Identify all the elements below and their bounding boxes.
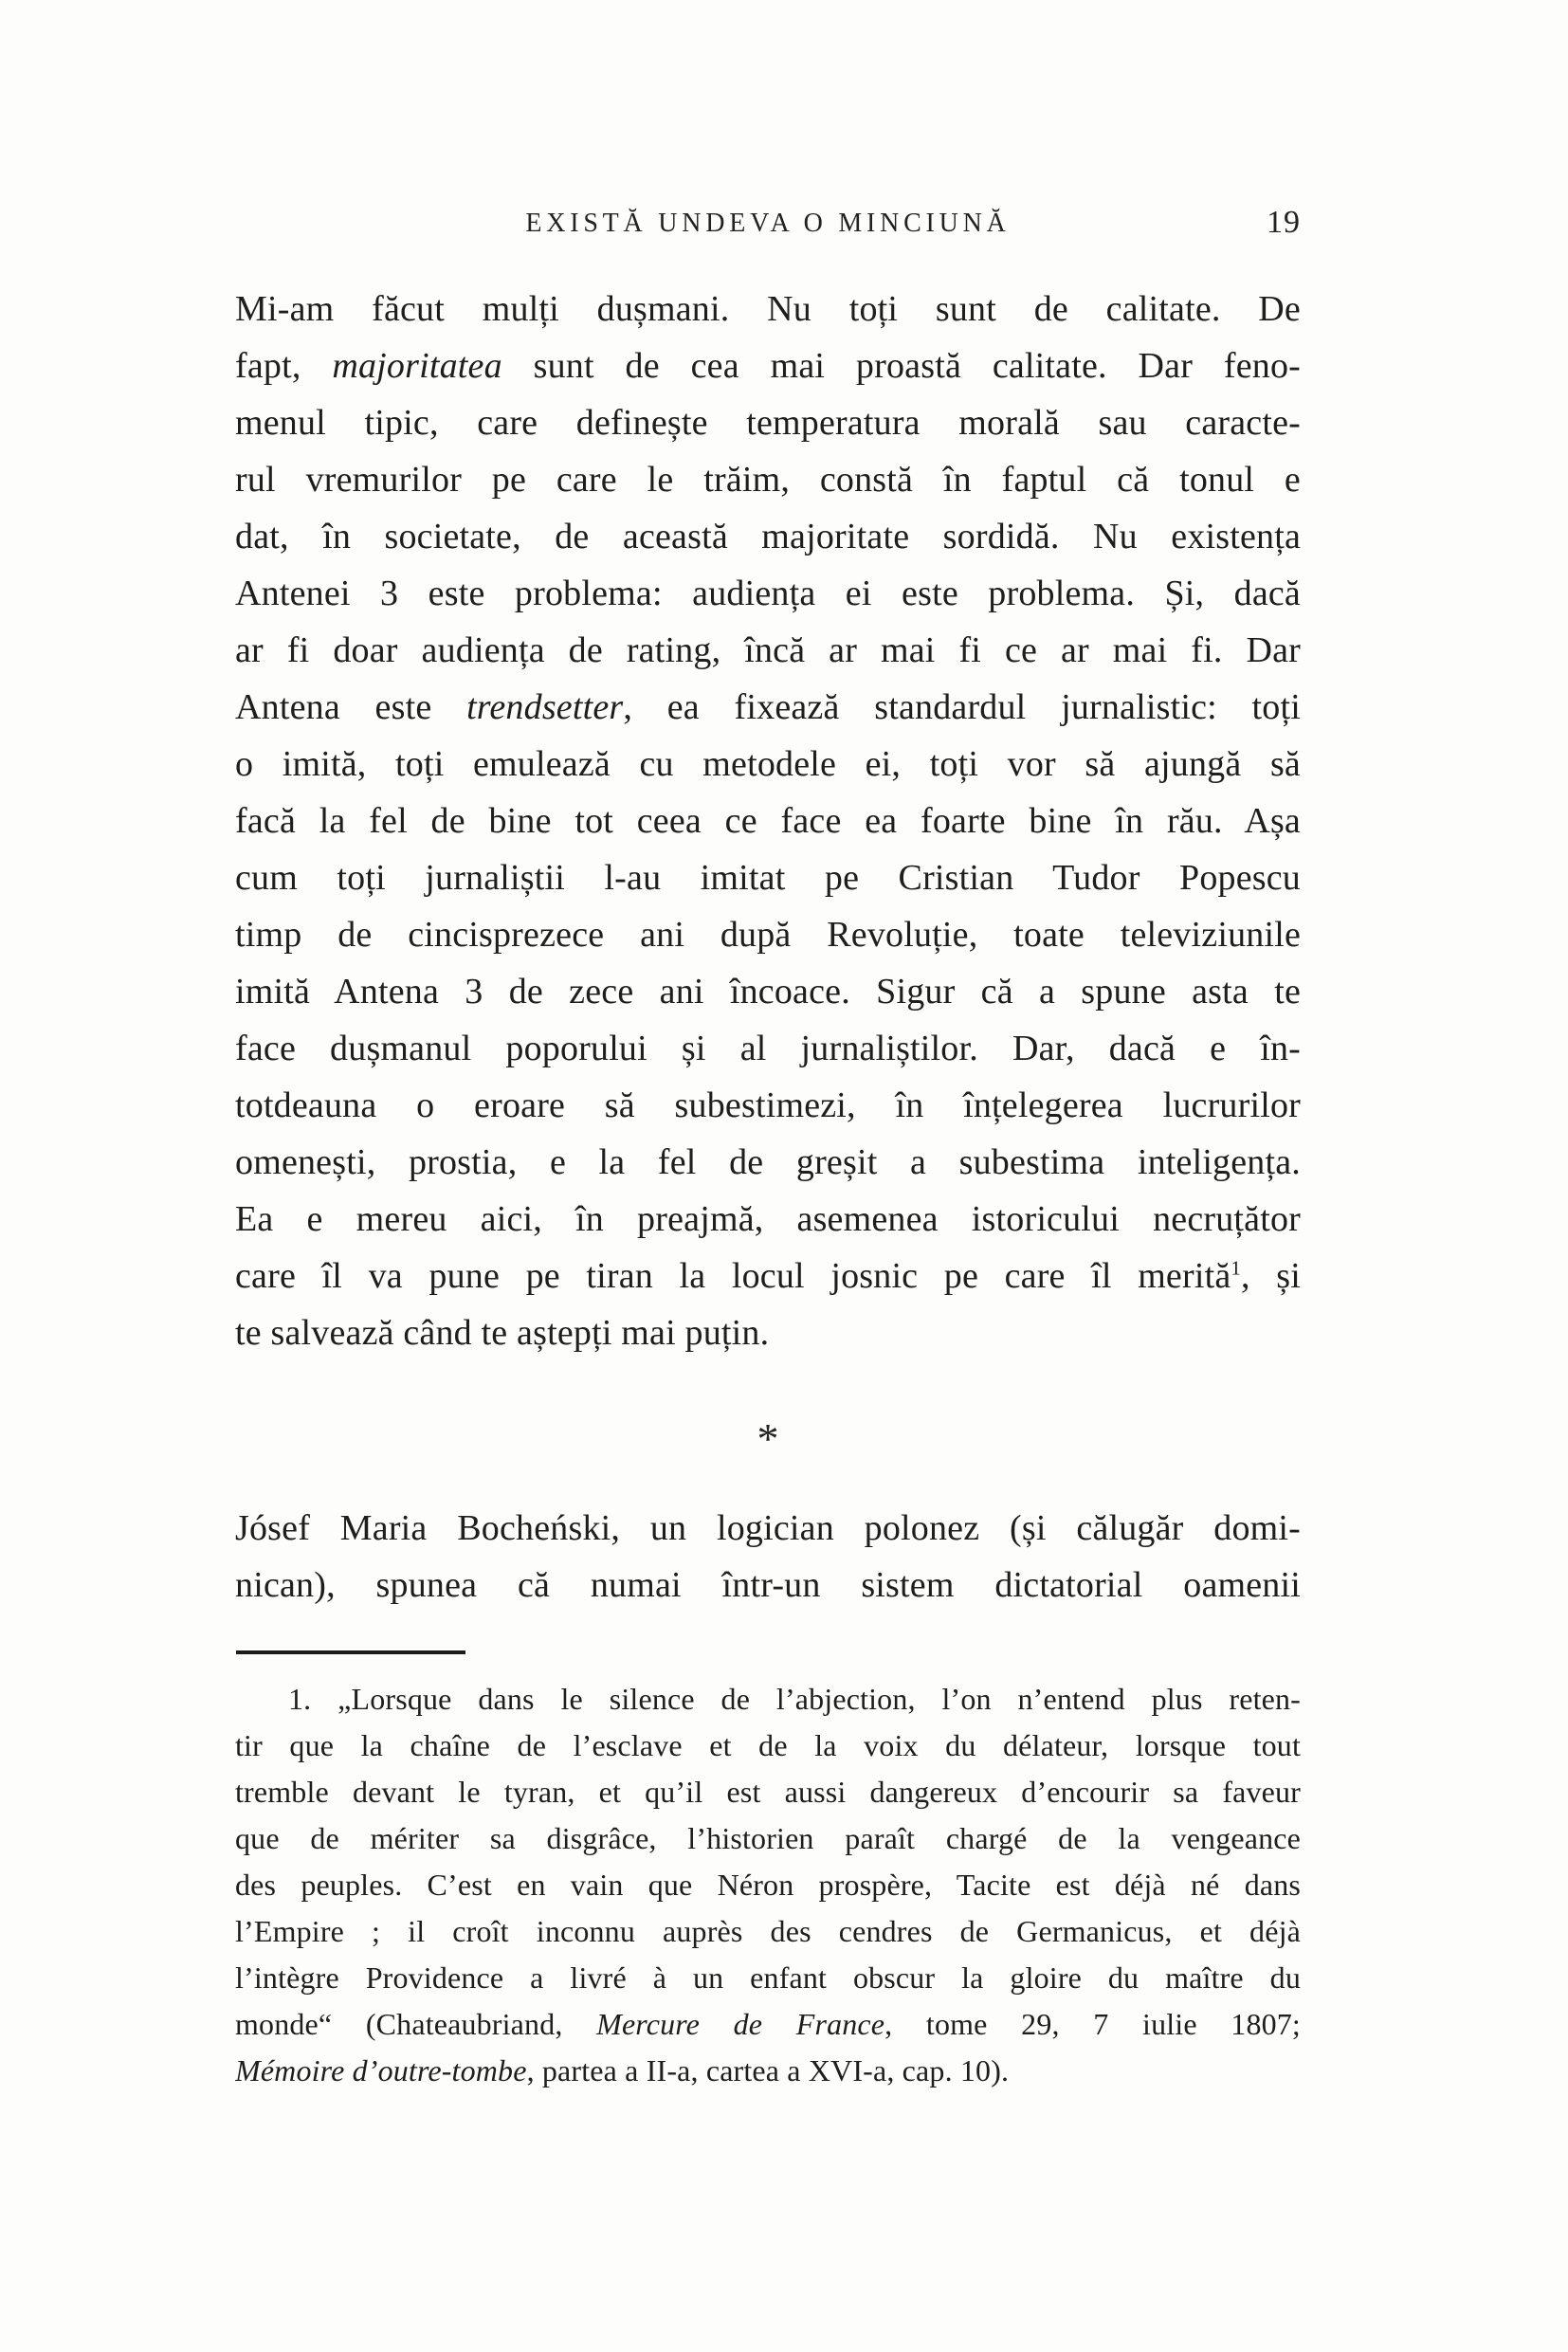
text-line [235, 2001, 1301, 2048]
text-run: monde“ (Chateaubriand, [235, 2007, 597, 2041]
text-run: l’intègre Providence a livré à un enfant obscur la gloire du maître du [235, 1960, 1301, 1995]
text-line [235, 1769, 1301, 1815]
text-line [235, 1955, 1301, 2001]
text-run: dat, în societate, de această majoritate sordidă. Nu existența [235, 517, 1301, 556]
text-line [235, 736, 1301, 793]
running-title: EXISTĂ UNDEVA O MINCIUNĂ [525, 209, 1011, 238]
text-line [235, 1134, 1301, 1191]
second-paragraph [235, 1500, 1301, 1614]
text-run: 1. „Lorsque dans le silence de l’abjection, l’on n’entend plus reten- [288, 1682, 1301, 1716]
text-line [235, 1248, 1301, 1304]
text-line [235, 1862, 1301, 1908]
main-paragraph [235, 281, 1301, 1361]
text-run: imită Antena 3 de zece ani încoace. Sigur că a spune asta te [235, 972, 1301, 1012]
text-run: Mi-am făcut mulți dușmani. Nu toți sunt de calitate. De [235, 289, 1301, 329]
text-run: , partea a II-a, cartea a XVI-a, cap. 10). [526, 2053, 1010, 2088]
text-run: l’Empire ; il croît inconnu auprès des cendres de Germanicus, et déjà [235, 1914, 1301, 1948]
text-run: cum toți jurnaliștii l-au imitat pe Cristian Tudor Popescu [235, 858, 1301, 898]
page-number: 19 [1266, 205, 1301, 240]
text-run: face dușmanul poporului și al jurnaliștilor. Dar, dacă e în- [235, 1029, 1301, 1068]
text-line [235, 1908, 1301, 1955]
text-line [235, 1557, 1301, 1614]
page-header [235, 205, 1301, 252]
text-line [235, 622, 1301, 679]
text-run: ar fi doar audiența de rating, încă ar mai fi ce ar mai fi. Dar [235, 630, 1301, 670]
text-run: , ea fixează standardul jurnalistic: toți [623, 687, 1301, 727]
italic-text: Mémoire d’outre-tombe [235, 2053, 527, 2088]
text-run: Ea e mereu aici, în preajmă, asemenea istoricului necruțător [235, 1199, 1301, 1239]
italic-text: trendsetter [466, 687, 624, 727]
footnote-text [235, 1676, 1301, 2094]
text-run: totdeauna o eroare să subestimezi, în înțelegerea lucrurilor [235, 1085, 1301, 1125]
text-run: Antena este [235, 687, 467, 727]
text-line [235, 1304, 1301, 1361]
text-run: , tome 29, 7 iulie 1807; [884, 2007, 1301, 2041]
text-line [235, 1077, 1301, 1134]
text-run: omenești, prostia, e la fel de greșit a subestima inteligența. [235, 1142, 1301, 1182]
text-run: timp de cincisprezece ani după Revoluție, toate televiziunile [235, 915, 1301, 955]
text-line [235, 1815, 1301, 1862]
text-line [235, 1191, 1301, 1248]
text-line [235, 337, 1301, 394]
text-run: Antenei 3 este problema: audiența ei este problema. Și, dacă [235, 574, 1301, 613]
text-run: menul tipic, care definește temperatura morală sau caracte- [235, 403, 1301, 443]
text-line [235, 906, 1301, 963]
text-run: sunt de cea mai proastă calitate. Dar feno- [501, 346, 1301, 386]
text-run: o imită, toți emulează cu metodele ei, toți vor să ajungă să [235, 744, 1301, 784]
text-run: rul vremurilor pe care le trăim, constă în faptul că tonul e [235, 460, 1301, 500]
section-break-asterisk: * [757, 1414, 779, 1463]
text-run: Jósef Maria Bocheński, un logician polonez (și călugăr domi- [235, 1508, 1301, 1548]
text-run: que de mériter sa disgrâce, l’historien paraît chargé de la vengeance [235, 1821, 1301, 1855]
text-run: facă la fel de bine tot ceea ce face ea foarte bine în rău. Așa [235, 801, 1301, 841]
text-line [235, 1676, 1301, 1723]
text-run: nican), spunea că numai într-un sistem dictatorial oamenii [235, 1565, 1301, 1605]
text-line [235, 281, 1301, 337]
text-line [235, 1723, 1301, 1769]
text-run: tir que la chaîne de l’esclave et de la voix du délateur, lorsque tout [235, 1728, 1301, 1762]
text-line [235, 565, 1301, 622]
text-run: tremble devant le tyran, et qu’il est aussi dangereux d’encourir sa faveur [235, 1775, 1301, 1809]
text-run: des peuples. C’est en vain que Néron prospère, Tacite est déjà né dans [235, 1868, 1301, 1902]
text-line [235, 1500, 1301, 1557]
text-line [235, 394, 1301, 451]
text-run: care îl va pune pe tiran la locul josnic pe care îl merită [235, 1256, 1231, 1296]
text-line [235, 849, 1301, 906]
italic-text: majoritatea [332, 346, 502, 386]
footnote-reference: 1 [1231, 1256, 1242, 1280]
text-line [235, 508, 1301, 565]
text-line [235, 451, 1301, 508]
text-run: fapt, [235, 346, 333, 386]
text-run: te salvează când te aștepți mai puțin. [235, 1313, 770, 1353]
text-run: , și [1241, 1256, 1301, 1296]
text-line [235, 679, 1301, 736]
text-line [235, 1020, 1301, 1077]
text-line [235, 793, 1301, 849]
footnote-separator-rule [236, 1650, 465, 1654]
text-line [235, 2048, 1301, 2094]
italic-text: Mercure de France [596, 2007, 885, 2041]
text-line [235, 963, 1301, 1020]
